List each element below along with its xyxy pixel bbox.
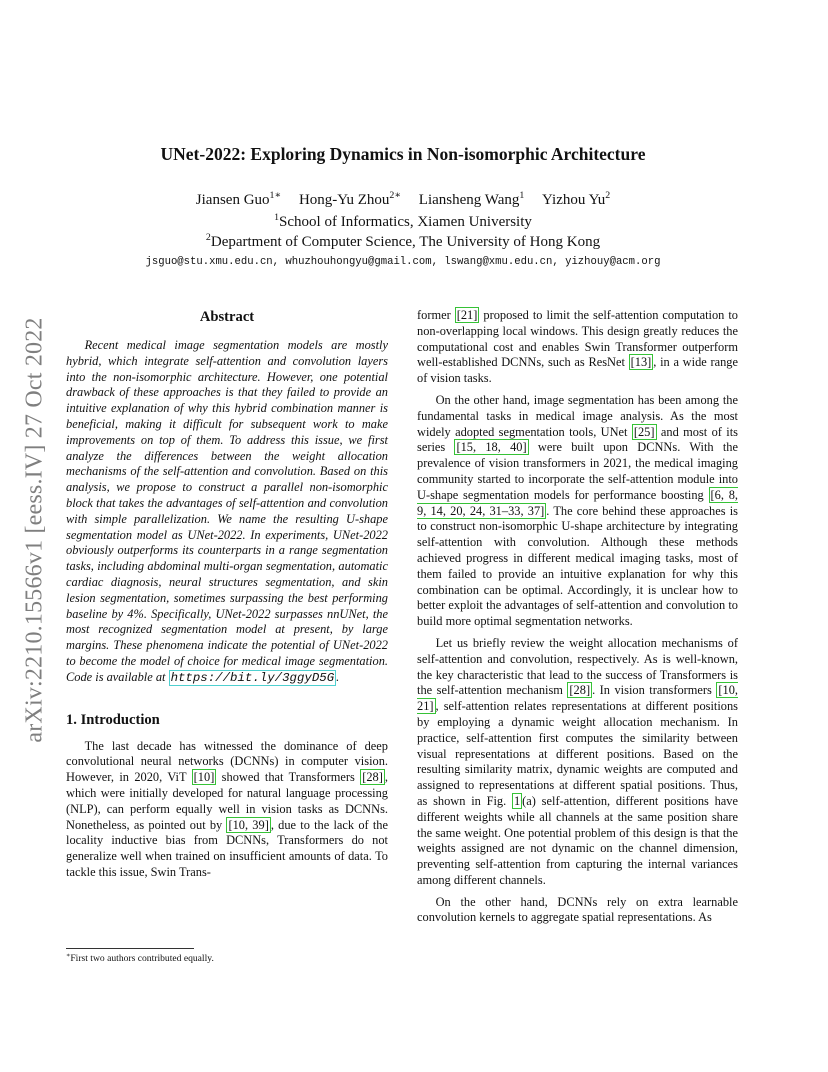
citation-link[interactable]: [6, 8, 9, 14, 20, 24, 31–33, 37] [417, 487, 738, 518]
citation-link[interactable]: [28] [362, 770, 383, 785]
affiliation: $^1$School of Informatics, Xiamen University [274, 212, 532, 230]
abstract-text: Recent medical image segmentation models are mostly hybrid, which integrate self-attention and convolution layers into the non-isomorphic architecture. However, one potential drawback of these approaches is that they failed to provide an intuitive explanation of why this hybrid combination manner is beneficial, making it difficult for subsequent work to make improvements on top of them. To address this issue, we first analyze the differences between the weight allocation mechanisms of the self-attention and convolution. Based on this analysis, we propose to construct a parallel non-isomorphic block that takes the advantages of self-attention and convolution with simple parallelization. We name the resulting U-shape segmentation model as UNet-2022. In experiments, UNet-2022 obviously outperforms its counterparts in a range segmentation tasks, including abdominal multi-organ segmentation, automatic cardiac diagnosis, neural structures segmentation, and skin lesion segmentation, sometimes surpassing the best performing baseline by 4%. Specifically, UNet-2022 surpasses nnUNet, the most recognized segmentation model at present, by large margins. These phenomena indicate the potential of UNet-2022 to become the model of choice for medical image segmentation. Code is available at https://bit.ly/3ggyD5G . [66, 338, 388, 685]
abstract-heading: Abstract [199, 309, 255, 325]
author: Liansheng Wang$^1$ [418, 190, 525, 208]
author: Hong-Yu Zhou$^{2∗}$ [298, 190, 402, 208]
author-emails: jsguo@stu.xmu.edu.cn, whuzhouhongyu@gmail.com, lswang@xmu.edu.cn, yizhouy@acm.org [145, 256, 661, 268]
citation-link[interactable]: [28] [569, 683, 591, 698]
footnote-rule [66, 948, 194, 949]
left-column [66, 308, 388, 887]
citation-link[interactable]: [10, 21] [417, 683, 738, 714]
footnote: ∗First two authors contributed equally. [66, 951, 214, 964]
affiliation: $^2$Department of Computer Science, The University of Hong Kong [205, 232, 601, 250]
intro-paragraph: former [21] proposed to limit the self-attention computation to non-overlapping local windows. This design greatly reduces the computational cost and enables Swin Transformer outperform well-established DCNNs, such as ResNet [13] , in a wide range of vision tasks. [417, 308, 739, 386]
code-url-link[interactable]: https://bit.ly/3ggyD5G [170, 670, 335, 685]
intro-paragraph: On the other hand, image segmentation has been among the fundamental tasks in medical image analysis. As the most widely adopted segmentation tools, UNet [25] and most of its series [15, 18, 40] were built upon DCNNs. With the prevalence of vision transformers in 2021, the medical imaging community started to incorporate the self-attention module into U-shape segmentation models for performance boosting [6, 8, 9, 14, 20, 24, 31–33, 37] . The core behind these approaches is to construct non-isomorphic U-shape architecture by integrating self-attention with convolution. Although these methods achieved progress in different medical imaging tasks, most of them failed to provide an intuitive explanation for why this combination can be optimal. Accordingly, it is unclear how to better exploit the advantages of self-attention and convolution to build more optimal segmentation networks. [417, 392, 738, 629]
citation-link[interactable]: [10] [193, 770, 215, 785]
citation-link[interactable]: [15, 18, 40] [456, 440, 527, 455]
citation-link[interactable]: [25] [633, 424, 655, 439]
intro-paragraph: On the other hand, DCNNs rely on extra learnable convolution kernels to aggregate spatial representations. As [417, 894, 738, 925]
right-column [417, 308, 738, 932]
paper-title: UNet-2022: Exploring Dynamics in Non-isomorphic Architecture [160, 144, 646, 164]
author: Yizhou Yu$^2$ [542, 190, 611, 208]
section-heading-introduction: 1. Introduction [66, 711, 160, 728]
citation-link[interactable]: [10, 39] [228, 817, 269, 832]
arxiv-identifier: arXiv:2210.15566v1 [eess.IV] 27 Oct 2022 [21, 317, 48, 743]
citation-link[interactable]: [21] [456, 308, 478, 322]
citation-link[interactable]: [13] [630, 355, 652, 370]
author: Jiansen Guo$^{1∗}$ [195, 190, 282, 208]
figure-reference-link[interactable]: 1 [513, 793, 521, 808]
intro-paragraph: Let us briefly review the weight allocation mechanisms of self-attention and convolution, respectively. As is well-known, the key characteristic that lead to the success of Transformers is the self-attention mechanism [28] . In vision transformers [10, 21] , self-attention relates representations at different positions by employing a dynamic weight allocation mechanism. In practice, self-attention first computes the similarity between visual representations at different positions. Based on the resulting similarity matrix, dynamic weights are computed and assigned to representations at different spatial positions. Thus, as shown in Fig. 1 (a) self-attention, different positions have different weights while all channels at the same position share the same weight. One potential problem of this design is that the weights assigned are not dynamic on the channel dimension, preventing self-attention from capturing the internal variances among different channels. [417, 635, 738, 887]
intro-paragraph: The last decade has witnessed the dominance of deep convolutional neural networks (DCNNs) in computer vision. However, in 2020, ViT [10] showed that Transformers [28] , which were initially developed for natural language processing (NLP), can perform equally well in vision tasks as DCNNs. Nonetheless, as pointed out by [10, 39] , due to the lack of the locality inductive bias from DCNNs, Transformers do not generalize well when trained on insufficient amounts of data. To tackle this issue, Swin Trans- [66, 738, 388, 879]
author-list [0, 192, 806, 209]
